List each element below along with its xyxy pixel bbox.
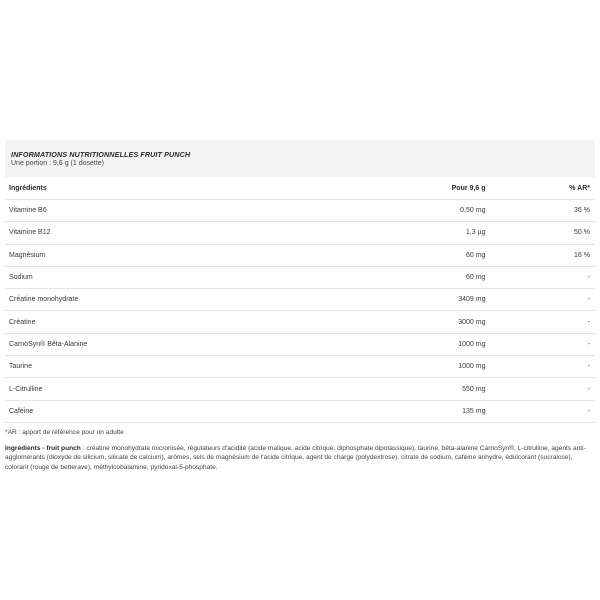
nutrition-panel <box>5 140 595 472</box>
row-ingredient-name: CarnoSyn® Bêta-Alanine <box>5 333 358 355</box>
row-portion-value: 3000 mg <box>358 311 486 333</box>
table-row <box>5 222 595 244</box>
row-ar-value: - <box>485 400 595 422</box>
table-header-row <box>5 177 595 200</box>
nutrition-table <box>5 177 595 423</box>
ar-footnote: *AR : apport de référence pour un adulte <box>5 428 124 436</box>
table-row <box>5 311 595 333</box>
row-portion-value: 60 mg <box>358 244 486 266</box>
row-ingredient-name: Sodium <box>5 266 358 288</box>
table-row <box>5 400 595 422</box>
table-row <box>5 333 595 355</box>
row-ar-value: - <box>485 378 595 400</box>
row-ar-value: 50 % <box>485 222 595 244</box>
row-ar-value: - <box>485 333 595 355</box>
row-portion-value: 0,50 mg <box>358 200 486 222</box>
row-ar-value: 16 % <box>485 244 595 266</box>
row-portion-value: 3409 mg <box>358 289 486 311</box>
ingredients-label: Ingrédients - fruit punch <box>5 444 81 452</box>
row-ingredient-name: Créatine monohydrate <box>5 289 358 311</box>
row-portion-value: 1000 mg <box>358 333 486 355</box>
row-portion-value: 60 mg <box>358 266 486 288</box>
row-portion-value: 135 mg <box>358 400 486 422</box>
table-row <box>5 378 595 400</box>
column-header-ingredients: Ingrédients <box>5 177 358 200</box>
row-ingredient-name: Vitamine B6 <box>5 200 358 222</box>
row-ar-value: - <box>485 311 595 333</box>
table-row <box>5 356 595 378</box>
column-header-ar: % AR* <box>485 177 595 200</box>
ingredients-list: : créatine monohydrate micronisée, régulateurs d'acidité (acide malique, acide citrique, diphosphate dipotassique), taurine, bêta-alanine CarnoSyn®, L-citrulline, agents anti-agglomérants (dioxyde de silicium, silicate de calcium), arômes, sels de magnésium de l'acide citrique, agent de charge (polydextrose), citrate de sodium, caféine anhydre, édulcorant (sucralose), colorant (rouge de betterave), méthylcobalamine, pyridoxal-5-phosphate. <box>5 444 586 471</box>
row-portion-value: 550 mg <box>358 378 486 400</box>
row-ingredient-name: Caféine <box>5 400 358 422</box>
row-ar-value: - <box>485 266 595 288</box>
serving-size: Une portion : 9,6 g (1 dosette) <box>11 160 104 167</box>
row-portion-value: 1,3 µg <box>358 222 486 244</box>
column-header-portion: Pour 9,6 g <box>358 177 486 200</box>
row-ingredient-name: Taurine <box>5 356 358 378</box>
ingredients-text <box>5 444 595 472</box>
table-row <box>5 266 595 288</box>
row-ar-value: - <box>485 289 595 311</box>
table-row <box>5 289 595 311</box>
row-ingredient-name: L-Citrulline <box>5 378 358 400</box>
nutrition-title: INFORMATIONS NUTRITIONNELLES FRUIT PUNCH <box>11 150 191 159</box>
table-row <box>5 200 595 222</box>
nutrition-header <box>5 140 595 177</box>
row-portion-value: 1000 mg <box>358 356 486 378</box>
row-ingredient-name: Magnésium <box>5 244 358 266</box>
row-ingredient-name: Vitamine B12 <box>5 222 358 244</box>
row-ar-value: - <box>485 356 595 378</box>
row-ingredient-name: Créatine <box>5 311 358 333</box>
row-ar-value: 36 % <box>485 200 595 222</box>
table-row <box>5 244 595 266</box>
